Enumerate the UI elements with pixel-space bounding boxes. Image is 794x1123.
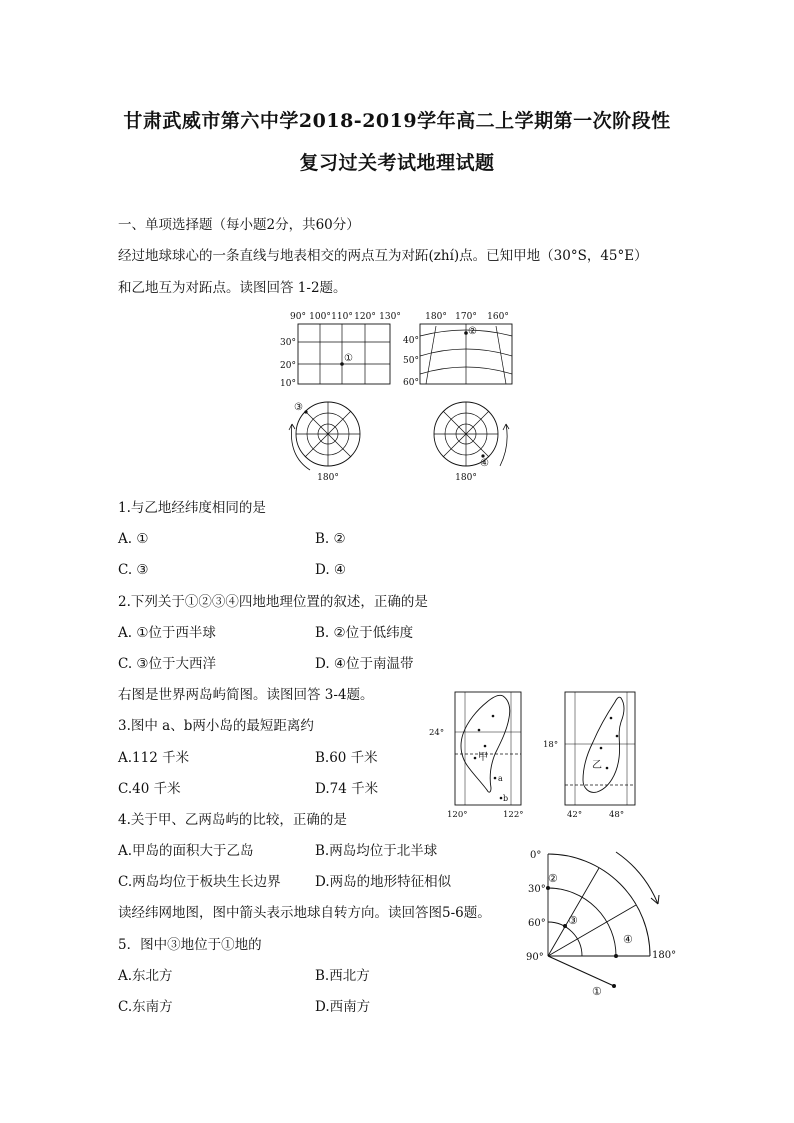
q2-option-b[interactable]: B. ②位于低纬度 [315,625,414,641]
fig3-marker-4: ④ [623,933,633,946]
map1-lon-right-label: 122° [503,810,524,820]
page-title-line-1: 甘肃武威市第六中学2018-2019学年高二上学期第一次阶段性 [123,110,671,132]
polar-map-1 [289,402,360,483]
map1-lon-left-label: 120° [447,810,468,820]
marker-2: ② [468,326,477,337]
q4-option-c[interactable]: C.两岛均位于板块生长边界 [118,874,281,890]
map1-lat-label: 24° [429,728,445,738]
island-map-jia [429,692,523,820]
fig3-label-60: 60° [528,918,546,929]
grid1-lat-label: 20° [280,361,296,371]
q2-option-c[interactable]: C. ③位于大西洋 [118,656,217,672]
fig3-marker-3: ③ [568,914,578,927]
q1-option-d[interactable]: D. ④ [315,562,347,578]
polar1-label: 180° [317,473,339,483]
q1-option-a[interactable]: A. ① [118,531,149,547]
grid2-lat-label: 40° [403,336,419,346]
fig3-label-90: 90° [526,952,544,963]
island-map-yi [543,692,635,820]
figure-3-polar-graticule [520,840,690,1000]
q1-option-b[interactable]: B. ② [315,531,346,547]
q2-stem: 2.下列关于①②③④四地地理位置的叙述，正确的是 [118,594,428,610]
fig3-label-0: 0° [530,850,542,861]
grid1-lon-label: 90° [290,312,306,322]
grid1-lon-label: 100° [309,312,331,322]
grid1-lon-label: 130° [379,312,401,322]
figure-1-map-grids [270,306,530,488]
map2-lon-left-label: 42° [567,810,583,820]
grid1-lat-label: 10° [280,379,296,389]
q4-option-a[interactable]: A.甲岛的面积大于乙岛 [118,843,254,859]
q1-option-c[interactable]: C. ③ [118,562,149,578]
q4-stem: 4.关于甲、乙两岛屿的比较，正确的是 [118,812,347,828]
island-b-label: b [503,794,509,803]
grid1-lon-label: 120° [354,312,376,322]
q5-option-d[interactable]: D.西南方 [315,999,371,1015]
fig3-marker-1: ① [592,985,602,998]
grid2-lon-label: 170° [455,312,477,322]
q3-option-a[interactable]: A.112 千米 [118,750,190,766]
intro-1-line-1: 经过地球球心的一条直线与地表相交的两点互为对跖(zhí)点。已知甲地（30°S，45°E） [118,248,648,264]
grid-map-1 [280,312,401,389]
island-yi-label: 乙 [592,760,602,771]
island-jia-label: 甲 [478,752,488,763]
q2-option-d[interactable]: D. ④位于南温带 [315,656,414,672]
grid-map-2 [403,312,512,388]
polar-map-2 [434,402,509,483]
q2-option-a[interactable]: A. ①位于西半球 [118,625,216,641]
polar2-label: 180° [455,473,477,483]
q4-option-b[interactable]: B.两岛均位于北半球 [315,843,438,859]
grid2-lon-label: 160° [487,312,509,322]
grid2-lon-label: 180° [425,312,447,322]
intro-3: 读经纬网地图，图中箭头表示地球自转方向。读回答图5-6题。 [118,905,491,921]
fig3-label-180: 180° [652,950,677,961]
q3-option-b[interactable]: B.60 千米 [315,750,378,766]
intro-1-line-2: 和乙地互为对跖点。读图回答 1-2题。 [118,280,347,296]
grid1-lon-label: 110° [331,312,353,322]
island-a-label: a [498,774,503,783]
q5-option-a[interactable]: A.东北方 [118,968,173,984]
figure-2-island-maps [425,688,655,824]
q4-option-d[interactable]: D.两岛的地形特征相似 [315,874,452,890]
marker-1: ① [344,353,353,364]
q1-stem: 1.与乙地经纬度相同的是 [118,500,266,516]
map2-lat-label: 18° [543,740,559,750]
fig3-marker-2: ② [548,872,558,885]
grid2-lat-label: 60° [403,378,419,388]
page-title-line-2: 复习过关考试地理试题 [299,152,495,174]
q3-stem: 3.图中 a、b两小岛的最短距离约 [118,718,314,734]
grid2-lat-label: 50° [403,356,419,366]
map2-lon-right-label: 48° [609,810,625,820]
intro-2: 右图是世界两岛屿简图。读图回答 3-4题。 [118,687,374,703]
q3-option-c[interactable]: C.40 千米 [118,781,181,797]
fig3-label-30: 30° [528,884,546,895]
q5-option-b[interactable]: B.西北方 [315,968,370,984]
section-heading: 一、单项选择题（每小题2分，共60分） [118,217,360,233]
grid1-lat-label: 30° [280,338,296,348]
q5-option-c[interactable]: C.东南方 [118,999,173,1015]
marker-4: ④ [480,458,489,469]
q5-stem: 5．图中③地位于①地的 [118,937,262,953]
q3-option-d[interactable]: D.74 千米 [315,781,379,797]
marker-3: ③ [294,402,303,413]
